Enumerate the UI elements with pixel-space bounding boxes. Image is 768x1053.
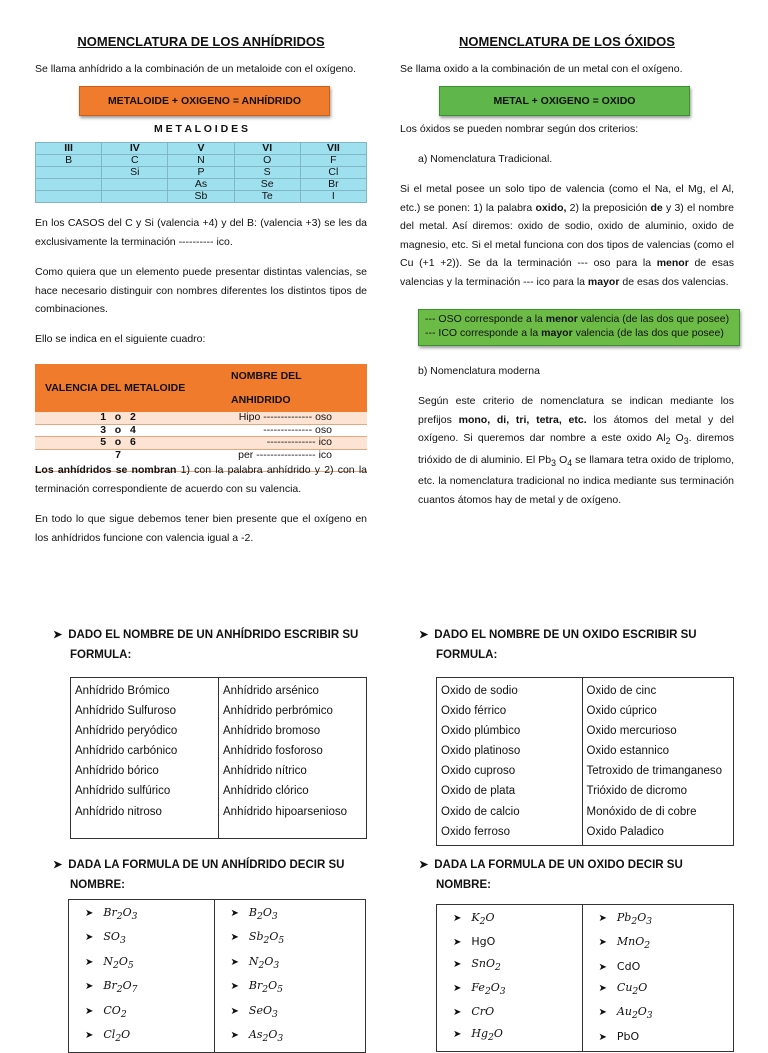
oxido-formula-box: METAL + OXIGENO = OXIDO (439, 86, 690, 116)
oso-ico-box (418, 309, 740, 346)
text: 1) con la palabra anhídrido y 2) con la terminación correspondiente de acuerdo con su valencia. (35, 464, 367, 495)
exercise-item: Anhídrido bromoso (223, 725, 321, 738)
formula-part: O (637, 1005, 647, 1019)
ex3-header (53, 855, 373, 895)
oxidos-title: NOMENCLATURA DE LOS ÓXIDOS (459, 34, 675, 49)
metaloides-cell: VI (234, 143, 300, 155)
ex3-table (68, 899, 366, 1053)
arrowhead-bullet-icon: ➤ (598, 961, 607, 973)
ex2-table (436, 677, 734, 846)
metaloides-cell: P (168, 167, 234, 179)
arrowhead-bullet-icon: ➤ (598, 1007, 607, 1019)
metaloides-cell: As (168, 179, 234, 191)
formula-part: SO (103, 930, 120, 944)
text: valencia (de las dos que posee) (577, 313, 730, 325)
formula-subscript: 3 (646, 916, 653, 928)
formula-part: O (118, 954, 128, 968)
exercise-item: Oxido mercurioso (586, 725, 677, 738)
formula-subscript: 3 (499, 986, 506, 998)
formula-subscript: 2 (120, 1008, 127, 1020)
exercise-item: Oxido férrico (441, 705, 507, 718)
formula-part: O (122, 979, 132, 993)
formula-item (219, 927, 361, 951)
metaloides-title: M E T A L O I D E S (153, 123, 249, 135)
valencia-cell: 5 o 6 (35, 437, 201, 450)
valencia-row (35, 437, 367, 450)
metaloides-cell: B (36, 155, 102, 167)
paragraph-moderna (418, 392, 734, 509)
ex4-header (419, 855, 739, 895)
valencia-header-cell: VALENCIA DEL METALOIDE (35, 364, 201, 412)
metaloides-cell: III (36, 143, 102, 155)
exercise-item: Oxido ferroso (441, 825, 511, 838)
metaloides-cell: Cl (300, 167, 366, 179)
formula-item (441, 908, 578, 932)
formula-subscript: 2 (631, 1010, 638, 1022)
metaloides-cell: IV (102, 143, 168, 155)
arrowhead-bullet-icon: ➤ (85, 956, 94, 968)
formula-subscript: 5 (278, 935, 285, 947)
metaloides-row (36, 179, 367, 191)
metaloides-cell: N (168, 155, 234, 167)
metaloides-cell: I (300, 191, 366, 203)
arrowhead-bullet-icon: ➤ (53, 629, 63, 641)
anhidridos-definition: Se llama anhídrido a la combinación de un metaloide con el oxígeno. (35, 63, 357, 75)
text: --- OSO corresponde a la (425, 313, 546, 325)
formula-part: O (268, 979, 278, 993)
paragraph-criterios: Los óxidos se pueden nombrar según dos criterios: (400, 123, 639, 135)
valencia-cell: 3 o 4 (35, 424, 201, 437)
formula-part: B (248, 906, 257, 919)
formula-part: PbO (616, 1029, 640, 1043)
exercise-item: Anhídrido fosforoso (223, 745, 323, 758)
formula-subscript: 3 (271, 1008, 278, 1020)
valencia-cell: -------------- oso (201, 424, 367, 437)
header-line (419, 625, 739, 645)
valencia-cell: Hipo -------------- oso (201, 412, 367, 424)
valencia-table (35, 364, 367, 472)
metaloides-cell (102, 191, 168, 203)
exercise-item: Anhídrido bórico (75, 765, 159, 778)
exercise-item: Oxido cúprico (586, 705, 657, 718)
formula-item (73, 903, 210, 927)
formula-item (441, 1002, 578, 1023)
paragraph-nombran (35, 461, 367, 498)
ex2-col2 (582, 678, 733, 846)
metaloides-cell: S (234, 167, 300, 179)
exercise-item: Oxido Paladico (586, 825, 664, 838)
metaloides-cell: Sb (168, 191, 234, 203)
arrowhead-bullet-icon: ➤ (598, 913, 607, 924)
formula-item (73, 952, 210, 976)
arrowhead-bullet-icon: ➤ (230, 956, 239, 968)
paragraph-tradicional (400, 180, 734, 291)
formula-item (219, 976, 361, 1000)
text: Según este criterio de nomenclatura se indican mediante los prefijos (418, 395, 734, 426)
text: se llamara tetra oxido de triplomo, etc. la nomenclatura tradicional no indica mediante sus terminación cuantos átomos hay de metal y de oxígeno. (418, 453, 734, 506)
formula-subscript: 2 (484, 986, 491, 998)
formula-subscript: 2 (495, 961, 501, 973)
paragraph-c-si: En los CASOS del C y Si (valencia +4) y del B: (valencia +3) se les da exclusivamente la terminación ---------- ico. (35, 217, 367, 248)
text-bold: mayor (587, 275, 620, 288)
formula-item (219, 1001, 361, 1025)
exercise-item: Oxido de cinc (586, 685, 657, 697)
formula-part: SeO (248, 1003, 272, 1017)
ex4-col2 (582, 905, 733, 1052)
formula-subscript: 3 (277, 1033, 284, 1045)
header-line: FORMULA: (70, 649, 132, 661)
formula-part: Cu (616, 980, 633, 994)
formula-subscript: 2 (116, 911, 123, 923)
ex1-col1 (71, 678, 219, 839)
formula-item (219, 903, 361, 927)
formula-subscript: 2 (258, 959, 265, 971)
exercise-item: Monóxido de di cobre (586, 805, 697, 818)
header-line (419, 855, 739, 875)
text-bold: menor (545, 313, 578, 325)
formula-part: HgO (471, 935, 496, 949)
metaloides-cell: Br (300, 179, 366, 191)
arrowhead-bullet-icon: ➤ (230, 1029, 239, 1041)
paragraph-cuadro: Ello se indica en el siguiente cuadro: (35, 333, 206, 345)
ex3-col1 (69, 900, 215, 1053)
exercise-item: Anhídrido carbónico (75, 745, 178, 758)
text: de esas valencias y la terminación --- ico para la (400, 257, 734, 288)
text: DADA LA FORMULA DE UN OXIDO DECIR SU (434, 859, 683, 871)
formula-part: Br (103, 979, 117, 993)
subscript: 3 (683, 436, 689, 447)
metaloides-cell (36, 179, 102, 191)
formula-part: CO (103, 1003, 121, 1017)
formula-part: O (638, 980, 648, 994)
formula-part: O (269, 930, 279, 944)
metaloides-table (35, 142, 367, 203)
header-line (53, 855, 373, 875)
arrowhead-bullet-icon: ➤ (419, 629, 429, 641)
valencia-cell: -------------- ico (201, 437, 367, 450)
arrowhead-bullet-icon: ➤ (230, 932, 239, 944)
valencia-row (35, 424, 367, 437)
exercise-item: Anhídrido perbrómico (223, 705, 333, 718)
arrowhead-bullet-icon: ➤ (85, 932, 94, 944)
metaloides-cell: O (234, 155, 300, 167)
text: O (556, 453, 568, 466)
valencia-cell: 1 o 2 (35, 412, 201, 424)
text: DADO EL NOMBRE DE UN OXIDO ESCRIBIR SU (434, 629, 697, 641)
arrowhead-bullet-icon: ➤ (453, 1007, 462, 1019)
arrowhead-bullet-icon: ➤ (453, 958, 462, 970)
formula-item (219, 1025, 361, 1049)
formula-part: SnO (471, 956, 496, 970)
item-moderna: b) Nomenclatura moderna (418, 365, 540, 377)
metaloides-cell: F (300, 155, 366, 167)
valencia-cell: per ----------------- ico (201, 449, 367, 472)
subscript: 4 (567, 457, 573, 468)
subscript: 3 (551, 457, 557, 468)
exercise-item: Oxido cuproso (441, 765, 516, 778)
formula-item (73, 927, 210, 951)
metaloides-cell: C (102, 155, 168, 167)
text: DADA LA FORMULA DE UN ANHÍDRIDO DECIR SU (68, 859, 345, 871)
formula-item (73, 1025, 210, 1049)
text: valencia (de las dos que posee) (572, 326, 724, 339)
arrowhead-bullet-icon: ➤ (85, 981, 94, 993)
formula-part: O (122, 906, 132, 919)
ex2-col1 (437, 678, 583, 846)
valencia-row (35, 412, 367, 424)
formula-part: O (264, 954, 274, 968)
exercise-item: Oxido estannico (586, 745, 669, 758)
anhidridos-title: NOMENCLATURA DE LOS ANHÍDRIDOS (77, 34, 325, 49)
header-line: NOMBRE: (70, 879, 125, 891)
text-bold: Los anhídridos se nombran (35, 464, 177, 476)
formula-subscript: 2 (263, 935, 270, 947)
formula-subscript: 2 (262, 984, 269, 996)
formula-part: MnO (616, 935, 645, 949)
exercise-item: Anhídrido nítrico (223, 765, 307, 778)
metaloides-cell: Si (102, 167, 168, 179)
formula-item (587, 1002, 729, 1026)
oso-line (425, 313, 733, 327)
formula-part: Au (616, 1005, 632, 1019)
metaloides-cell: V (168, 143, 234, 155)
formula-part: CdO (616, 959, 641, 973)
metaloides-cell: Te (234, 191, 300, 203)
oxidos-definition: Se llama oxido a la combinación de un metal con el oxígeno. (400, 63, 683, 75)
exercise-item: Oxido de sodio (441, 685, 518, 697)
valencia-cell: 7 (35, 449, 201, 472)
text: y 3) el nombre del metal. Así diremos: oxido de sodio, oxido de aluminio, oxido de magnesio, etc. Si el metal funciona con dos tipos de valencias (como el Cu (+1 +2)). Se da la terminación --- oso para la (400, 201, 735, 269)
ico-line (425, 327, 733, 341)
formula-subscript: 3 (646, 1010, 653, 1022)
arrowhead-bullet-icon: ➤ (230, 981, 239, 993)
arrowhead-bullet-icon: ➤ (53, 859, 63, 871)
formula-item (219, 952, 361, 976)
metaloides-row (36, 143, 367, 155)
formula-item (587, 932, 729, 956)
arrowhead-bullet-icon: ➤ (453, 937, 462, 949)
anhidrido-formula-box: METALOIDE + OXIGENO = ANHÍDRIDO (79, 86, 330, 116)
arrowhead-bullet-icon: ➤ (85, 1005, 94, 1017)
exercise-item: Anhídrido arsénico (223, 685, 319, 697)
exercise-item: Anhídrido Sulfuroso (75, 705, 177, 718)
formula-part: Sb (248, 930, 264, 944)
formula-subscript: 3 (271, 911, 278, 923)
text-bold: menor (656, 257, 689, 269)
formula-item (441, 978, 578, 1002)
formula-part: O (268, 1027, 278, 1041)
formula-part: O (493, 1026, 503, 1040)
metaloides-cell: Se (234, 179, 300, 191)
formula-item (441, 954, 578, 978)
formula-subscript: 2 (631, 916, 638, 928)
metaloides-cell (36, 167, 102, 179)
formula-part: Br (103, 906, 117, 919)
metaloides-row (36, 191, 367, 203)
formula-part: O (262, 906, 272, 919)
text: O (670, 432, 684, 444)
formula-item (441, 932, 578, 953)
exercise-item: Anhídrido Brómico (75, 685, 170, 697)
ex1-header (53, 625, 373, 665)
formula-subscript: 2 (113, 959, 119, 971)
formula-part: CrO (471, 1005, 495, 1019)
exercise-item: Anhídrido sulfúrico (75, 785, 171, 798)
formula-item (441, 1024, 578, 1048)
text-bold: de (650, 201, 663, 214)
paragraph-oxigeno: En todo lo que sigue debemos tener bien presente que el oxígeno en los anhídridos funcione con valencia igual a -2. (35, 513, 367, 544)
arrowhead-bullet-icon: ➤ (598, 1031, 607, 1043)
ex4-table (436, 904, 734, 1052)
arrowhead-bullet-icon: ➤ (419, 859, 429, 871)
exercise-item: Trióxido de dicromo (586, 785, 688, 798)
text: Si el metal posee un solo tipo de valencia (como el Na, el Mg, el Al, etc.) se ponen: 1) la palabra (400, 183, 734, 214)
formula-part: Fe (471, 980, 485, 994)
text-bold: mono, di, tri, tetra, etc. (458, 413, 587, 426)
formula-part: Br (248, 979, 263, 993)
text: de esas dos valencias. (619, 275, 729, 288)
formula-subscript: 7 (131, 984, 138, 996)
item-tradicional: a) Nomenclatura Tradicional. (418, 153, 553, 165)
formula-item (587, 957, 729, 978)
arrowhead-bullet-icon: ➤ (598, 937, 607, 949)
text: 2) la preposición (566, 201, 651, 214)
arrowhead-bullet-icon: ➤ (230, 908, 239, 919)
formula-subscript: 2 (115, 1033, 122, 1045)
arrowhead-bullet-icon: ➤ (453, 913, 462, 924)
exercise-item: Anhídrido hipoarsenioso (223, 805, 348, 818)
formula-subscript: 2 (488, 1031, 494, 1043)
formula-subscript: 3 (131, 911, 138, 923)
formula-part: O (121, 1027, 131, 1041)
formula-item (587, 908, 729, 932)
formula-part: O (637, 911, 647, 924)
formula-subscript: 2 (262, 1033, 269, 1045)
ex4-col1 (437, 905, 583, 1052)
subscript: 2 (665, 436, 671, 447)
arrowhead-bullet-icon: ➤ (598, 982, 607, 994)
text: DADO EL NOMBRE DE UN ANHÍDRIDO ESCRIBIR SU (68, 629, 359, 641)
metaloides-row (36, 155, 367, 167)
arrowhead-bullet-icon: ➤ (453, 982, 462, 994)
formula-subscript: 5 (127, 959, 134, 971)
exercise-item: Anhídrido nitroso (75, 805, 162, 818)
metaloides-row (36, 167, 367, 179)
metaloides-cell: VII (300, 143, 366, 155)
formula-subscript: 3 (119, 935, 126, 947)
formula-part: Hg (471, 1026, 489, 1040)
exercise-item: Oxido de plata (441, 785, 516, 798)
metaloides-cell (102, 179, 168, 191)
arrowhead-bullet-icon: ➤ (230, 1005, 239, 1017)
valencia-header-row (35, 364, 367, 412)
formula-item (73, 1001, 210, 1025)
formula-item (73, 976, 210, 1000)
formula-part: N (103, 954, 114, 968)
formula-subscript: 2 (116, 984, 123, 996)
exercise-item: Oxido platinoso (441, 745, 521, 758)
header-line (53, 625, 373, 645)
formula-subscript: 3 (273, 959, 280, 971)
exercise-item: Anhídrido clórico (223, 785, 309, 798)
formula-part: O (485, 911, 495, 924)
formula-part: Pb (616, 911, 632, 924)
text: . diremos trióxido de di aluminio. El Pb (418, 432, 734, 466)
exercise-item: Oxido plúmbico (441, 725, 521, 738)
valencia-header-cell: NOMBRE DEL ANHIDRIDO (201, 364, 367, 412)
formula-subscript: 5 (277, 984, 283, 996)
formula-item (587, 978, 729, 1002)
formula-part: K (471, 911, 480, 924)
formula-subscript: 2 (479, 916, 486, 928)
exercise-item: Oxido de calcio (441, 805, 520, 818)
ex2-header (419, 625, 739, 665)
ex1-col2 (219, 678, 367, 839)
formula-part: O (490, 980, 500, 994)
metaloides-cell (36, 191, 102, 203)
formula-subscript: 2 (257, 911, 263, 923)
exercise-item: Tetroxido de trimanganeso (586, 765, 723, 778)
arrowhead-bullet-icon: ➤ (85, 1029, 94, 1041)
formula-part: Cl (103, 1027, 116, 1041)
formula-subscript: 2 (632, 986, 639, 998)
text: --- ICO corresponde a la (425, 326, 542, 339)
formula-part: As (248, 1027, 263, 1041)
header-line: FORMULA: (436, 649, 498, 661)
text-bold: oxido, (535, 201, 567, 214)
ex1-table (70, 677, 367, 839)
formula-item (587, 1027, 729, 1048)
arrowhead-bullet-icon: ➤ (453, 1028, 462, 1040)
arrowhead-bullet-icon: ➤ (85, 908, 94, 919)
formula-subscript: 2 (644, 940, 651, 952)
formula-part: N (248, 954, 259, 968)
text-bold: mayor (541, 326, 573, 339)
header-line: NOMBRE: (436, 879, 491, 891)
text: los átomos del metal y del oxígeno. Si queremos dar nombre a este oxido Al (418, 413, 735, 444)
exercise-item: Anhídrido peryódico (75, 725, 178, 738)
paragraph-valencias: Como quiera que un elemento puede presentar distintas valencias, se hace necesario distinguir con nombres diferentes los distintos tipos de combinaciones. (35, 266, 367, 315)
ex3-col2 (214, 900, 365, 1053)
